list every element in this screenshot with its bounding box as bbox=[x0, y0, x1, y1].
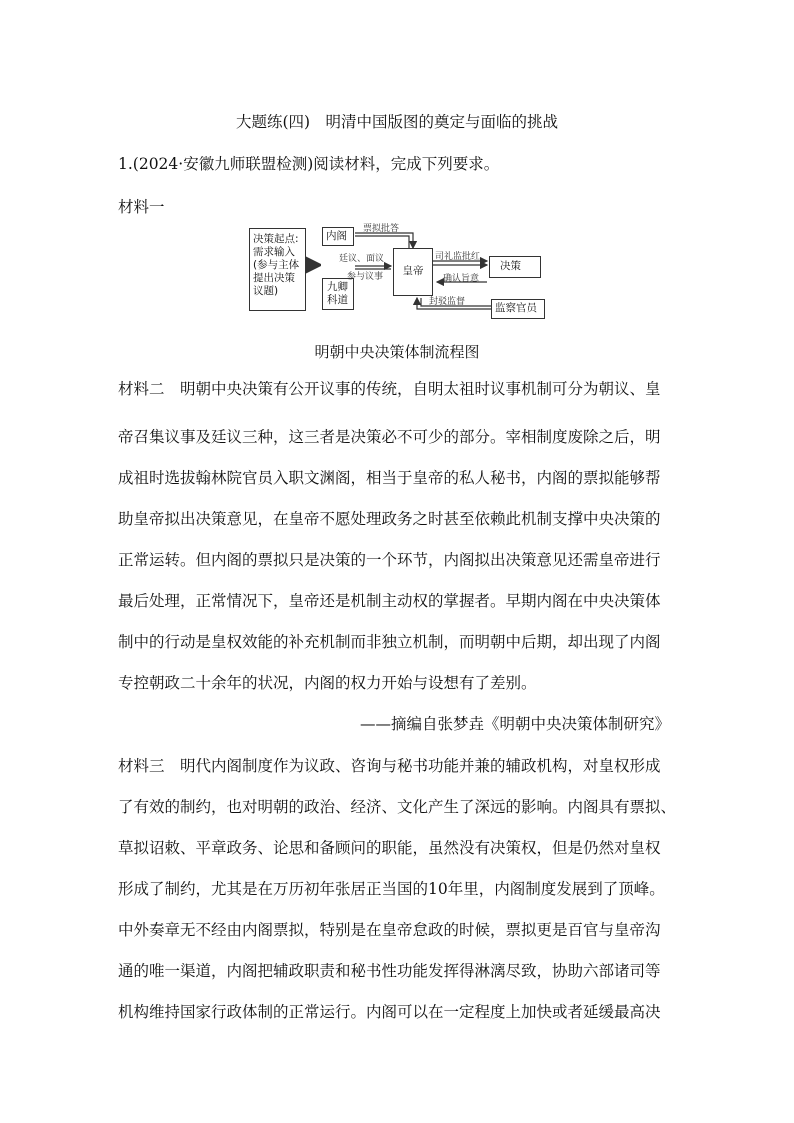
arrow-piaoni bbox=[355, 233, 413, 248]
page-title: 大题练(四) 明清中国版图的奠定与面临的挑战 bbox=[235, 113, 559, 131]
material1-label: 材料一 bbox=[118, 198, 165, 216]
material3-line: 草拟诏敕、平章政务、论思和备顾问的职能，虽然没有决策权，但是仍然对皇权 bbox=[118, 839, 661, 857]
emperor-box: 皇帝 bbox=[393, 248, 433, 296]
jiancha-box: 监察官员 bbox=[491, 299, 545, 319]
material2-line: 成祖时选拔翰林院官员入职文渊阁，相当于皇帝的私人秘书，内阁的票拟能够帮 bbox=[118, 469, 661, 487]
material3-line: 形成了制约，尤其是在万历初年张居正当国的10年里，内阁制度发展到了顶峰。 bbox=[118, 880, 665, 898]
material2-line: 助皇帝拟出决策意见，在皇帝不愿处理政务之时甚至依赖此机制支撑中央决策的 bbox=[118, 510, 661, 528]
material3-line: 机构维持国家行政体制的正常运行。内阁可以在一定程度上加快或者延缓最高决 bbox=[118, 1003, 661, 1021]
material3-line: 材料三 明代内阁制度作为议政、咨询与秘书功能并兼的辅政机构，对皇权形成 bbox=[118, 757, 661, 775]
material2-line: 材料二 明朝中央决策有公开议事的传统，自明太祖时议事机制可分为朝议、皇 bbox=[118, 380, 661, 398]
material2-line: 最后处理，正常情况下，皇帝还是机制主动权的掌握者。早期内阁在中央决策体 bbox=[118, 592, 661, 610]
decision-start-box: 决策起点: 需求输入 (参与主体 提出决策 议题) bbox=[249, 228, 306, 311]
jiuqing-box: 九卿 科道 bbox=[322, 278, 354, 310]
label-canyu: 参与议事 bbox=[347, 272, 384, 282]
material3-line: 中外奏章无不经由内阁票拟，特别是在皇帝怠政的时候，票拟更是百官与皇帝沟 bbox=[118, 921, 661, 939]
material2-line: 专控朝政二十余年的状况，内阁的权力开始与设想有了差别。 bbox=[118, 674, 537, 692]
question-stem: 1.(2024·安徽九师联盟检测)阅读材料，完成下列要求。 bbox=[118, 155, 500, 173]
label-tingyi: 廷议、面议 bbox=[339, 254, 385, 264]
label-fengbo: 封驳监督 bbox=[429, 297, 466, 307]
juece-box: 决策 bbox=[489, 256, 541, 278]
label-sili: 司礼监批红 bbox=[435, 252, 481, 262]
decision-flow-diagram bbox=[247, 218, 549, 322]
material3-line: 了有效的制约，也对明朝的政治、经济、文化产生了深远的影响。内阁具有票拟、 bbox=[118, 798, 677, 816]
material2-source: ——摘编自张梦垚《明朝中央决策体制研究》 bbox=[359, 715, 670, 733]
label-queren: 确认旨意 bbox=[443, 274, 480, 284]
label-piaoni: 票拟批答 bbox=[363, 224, 400, 234]
neige-box: 内阁 bbox=[322, 227, 354, 246]
material3-line: 通的唯一渠道，内阁把辅政职责和秘书性功能发挥得淋漓尽致，协助六部诸司等 bbox=[118, 962, 661, 980]
arrow-piaoni-double bbox=[355, 236, 409, 248]
material2-line: 正常运转。但内阁的票拟只是决策的一个环节，内阁拟出决策意见还需皇帝进行 bbox=[118, 551, 661, 569]
diagram-caption: 明朝中央决策体制流程图 bbox=[314, 343, 480, 361]
material2-line: 制中的行动是皇权效能的补充机制而非独立机制，而明朝中后期，却出现了内阁 bbox=[118, 633, 661, 651]
material2-line: 帝召集议事及廷议三种，这三者是决策必不可少的部分。宰相制度废除之后，明 bbox=[118, 428, 661, 446]
